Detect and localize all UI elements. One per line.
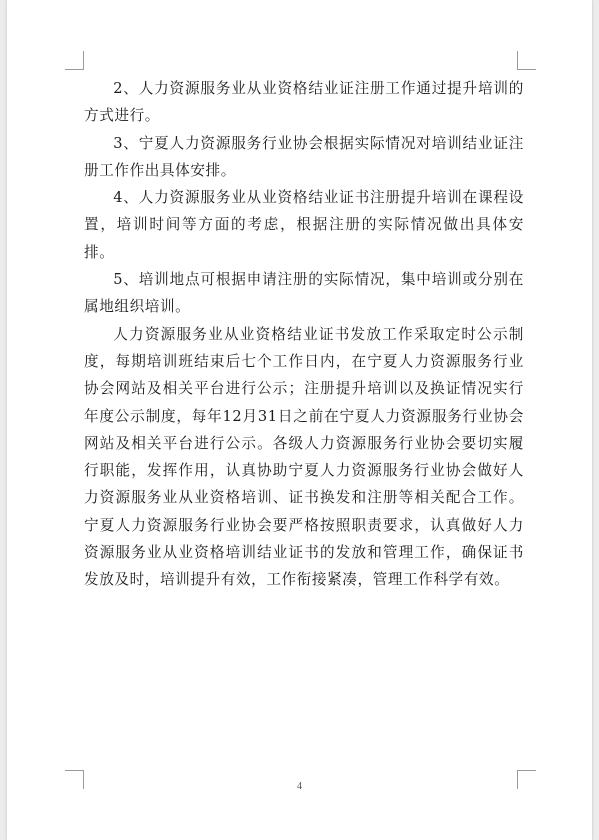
crop-mark-top-right <box>517 51 536 70</box>
document-body <box>84 75 524 594</box>
document-page <box>7 0 592 840</box>
paragraph-item-3: 3、宁夏人力资源服务行业协会根据实际情况对培训结业证注册工作作出具体安排。 <box>84 134 524 179</box>
page-number: 4 <box>297 781 302 792</box>
paragraph-item-2: 2、人力资源服务业从业资格结业证注册工作通过提升培训的方式进行。 <box>84 80 524 125</box>
paragraph-item-4: 4、人力资源服务业从业资格结业证书注册提升培训在课程设置，培训时间等方面的考虑，根据注册的实际情况做出具体安排。 <box>84 189 524 261</box>
paragraph-item-5: 5、培训地点可根据申请注册的实际情况，集中培训或分别在属地组织培训。 <box>84 271 524 316</box>
paragraph-publication: 人力资源服务业从业资格结业证书发放工作采取定时公示制度，每期培训班结束后七个工作日内，在宁夏人力资源服务行业协会网站及相关平台进行公示；注册提升培训以及换证情况实行年度公示制度，每年12月31日之前在宁夏人力资源服务行业协会网站及相关平台进行公示。各级人力资源服务行业协会要切实履行职能，发挥作用，认真协助宁夏人力资源服务行业协会做好人力资源服务业从业资格培训、证书换发和注册等相关配合工作。宁夏人力资源服务行业协会要严格按照职责要求，认真做好人力资源服务业从业资格培训结业证书的发放和管理工作，确保证书发放及时，培训提升有效，工作衔接紧凑，管理工作科学有效。 <box>84 325 524 589</box>
crop-mark-top-left <box>65 51 84 70</box>
